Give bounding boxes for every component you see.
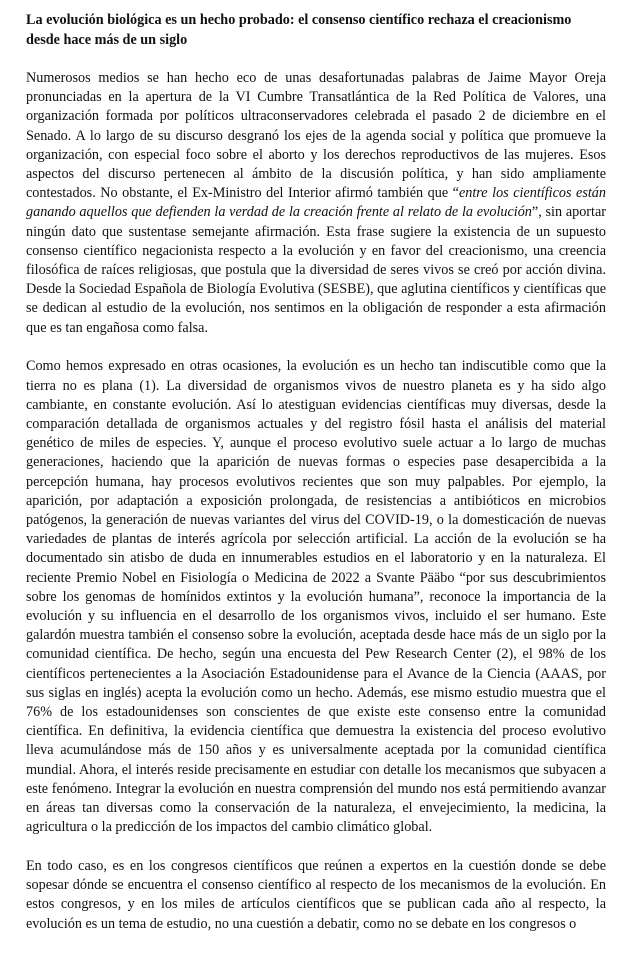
paragraph-1	[26, 69, 606, 338]
paragraph-2: Como hemos expresado en otras ocasiones, la evolución es un hecho tan indiscutible como que la tierra no es plana (1). La diversidad de organismos vivos de nuestro planeta es y ha sido algo cambiante, en constante evolución. Así lo atestiguan evidencias científicas muy diversas, desde la comparación detallada de organismos actuales y del registro fósil hasta el análisis del material genético de miles de especies. Y, aunque el proceso evolutivo suele actuar a lo largo de muchas generaciones, haciendo que la aparición de nuevas formas o especies pase desapercibida a la percepción humana, hay procesos evolutivos recientes que son muy palpables. Por ejemplo, la aparición, por adaptación a exposición prolongada, de resistencias a antibióticos en microbios patógenos, la generación de nuevas variantes del virus del COVID-19, o la domesticación de nuevas variedades de plantas de interés agrícola por selección artificial. La acción de la evolución se ha documentado sin atisbo de duda en innumerables estudios en el laboratorio y en la naturaleza. El reciente Premio Nobel en Fisiología o Medicina de 2022 a Svante Pääbo “por sus descubrimientos sobre los genomas de homínidos extintos y la evolución humana”, reconoce la importancia de la evolución y su influencia en el desarrollo de los organismos vivos, incluido el ser humano. Este galardón muestra también el consenso sobre la evolución, aceptada desde hace más de un siglo por la comunidad científica. De hecho, según una encuesta del Pew Research Center (2), el 98% de los científicos pertenecientes a la Asociación Estadounidense para el Avance de la Ciencia (AAAS, por sus siglas en inglés) acepta la evolución como un hecho. Además, ese mismo estudio muestra que el 76% de los estadounidenses son conscientes de que existe este consenso entre la comunidad científica. En definitiva, la evidencia científica que demuestra la existencia del proceso evolutivo lleva acumulándose más de 150 años y es universalmente aceptada por la comunidad científica mundial. Ahora, el interés reside precisamente en estudiar con detalle los mecanismos que subyacen a este fenómeno. Integrar la evolución en nuestra comprensión del mundo nos está permitiendo avanzar en áreas tan diversas como la conservación de la naturaleza, el envejecimiento, la medicina, la agricultura o la predicción de los impactos del cambio climático global.	[26, 358, 606, 836]
paragraph-3: En todo caso, es en los congresos científicos que reúnen a expertos en la cuestión donde se debe sopesar dónde se encuentra el consenso científico al respecto de los mecanismos de la evolución. En estos congresos, y en los miles de artículos científicos que se publican cada año al respecto, la evolución es un tema de estudio, no una cuestión a debatir, como no se debate en los congresos o	[26, 857, 606, 932]
paragraph-1-text-start: Numerosos medios se han hecho eco de unas desafortunadas palabras de Jaime Mayor Oreja pronunciadas en la apertura de la VI Cumbre Transatlántica de la Red Política de Valores, una organización formada por políticos ultraconservadores celebrada el pasado 2 de diciembre en el Senado. A lo largo de su discurso desgranó los ejes de la agenda social y política que promueve la organización, con especial foco sobre el aborto y los derechos reproductivos de las mujeres. Esos aspectos del discurso pertenecen al ámbito de la discusión política, y han sido ampliamente contestados. No obstante, el Ex-Ministro del Interior afirmó también que “	[26, 70, 606, 202]
article-title: La evolución biológica es un hecho probado: el consenso científico rechaza el creacionismo desde hace más de un siglo	[26, 12, 572, 48]
document-page	[26, 11, 606, 953]
paragraph-1-text-end: ”, sin aportar ningún dato que sustentase semejante afirmación. Esta frase sugiere la existencia de un supuesto consenso científico negacionista respecto a la evolución y en favor del creacionismo, una creencia filosófica de raíces religiosas, que postula que la diversidad de seres vivos se creó por acción divina. Desde la Sociedad Española de Biología Evolutiva (SESBE), que aglutina científicos y científicas que se dedican al estudio de la evolución, nos sentimos en la obligación de responder a esta afirmación que es tan engañosa como falsa.	[26, 204, 606, 336]
paragraph-1-quote: entre los científicos están ganando aquellos que defienden la verdad de la creación frente al relato de la evolución	[26, 185, 606, 221]
